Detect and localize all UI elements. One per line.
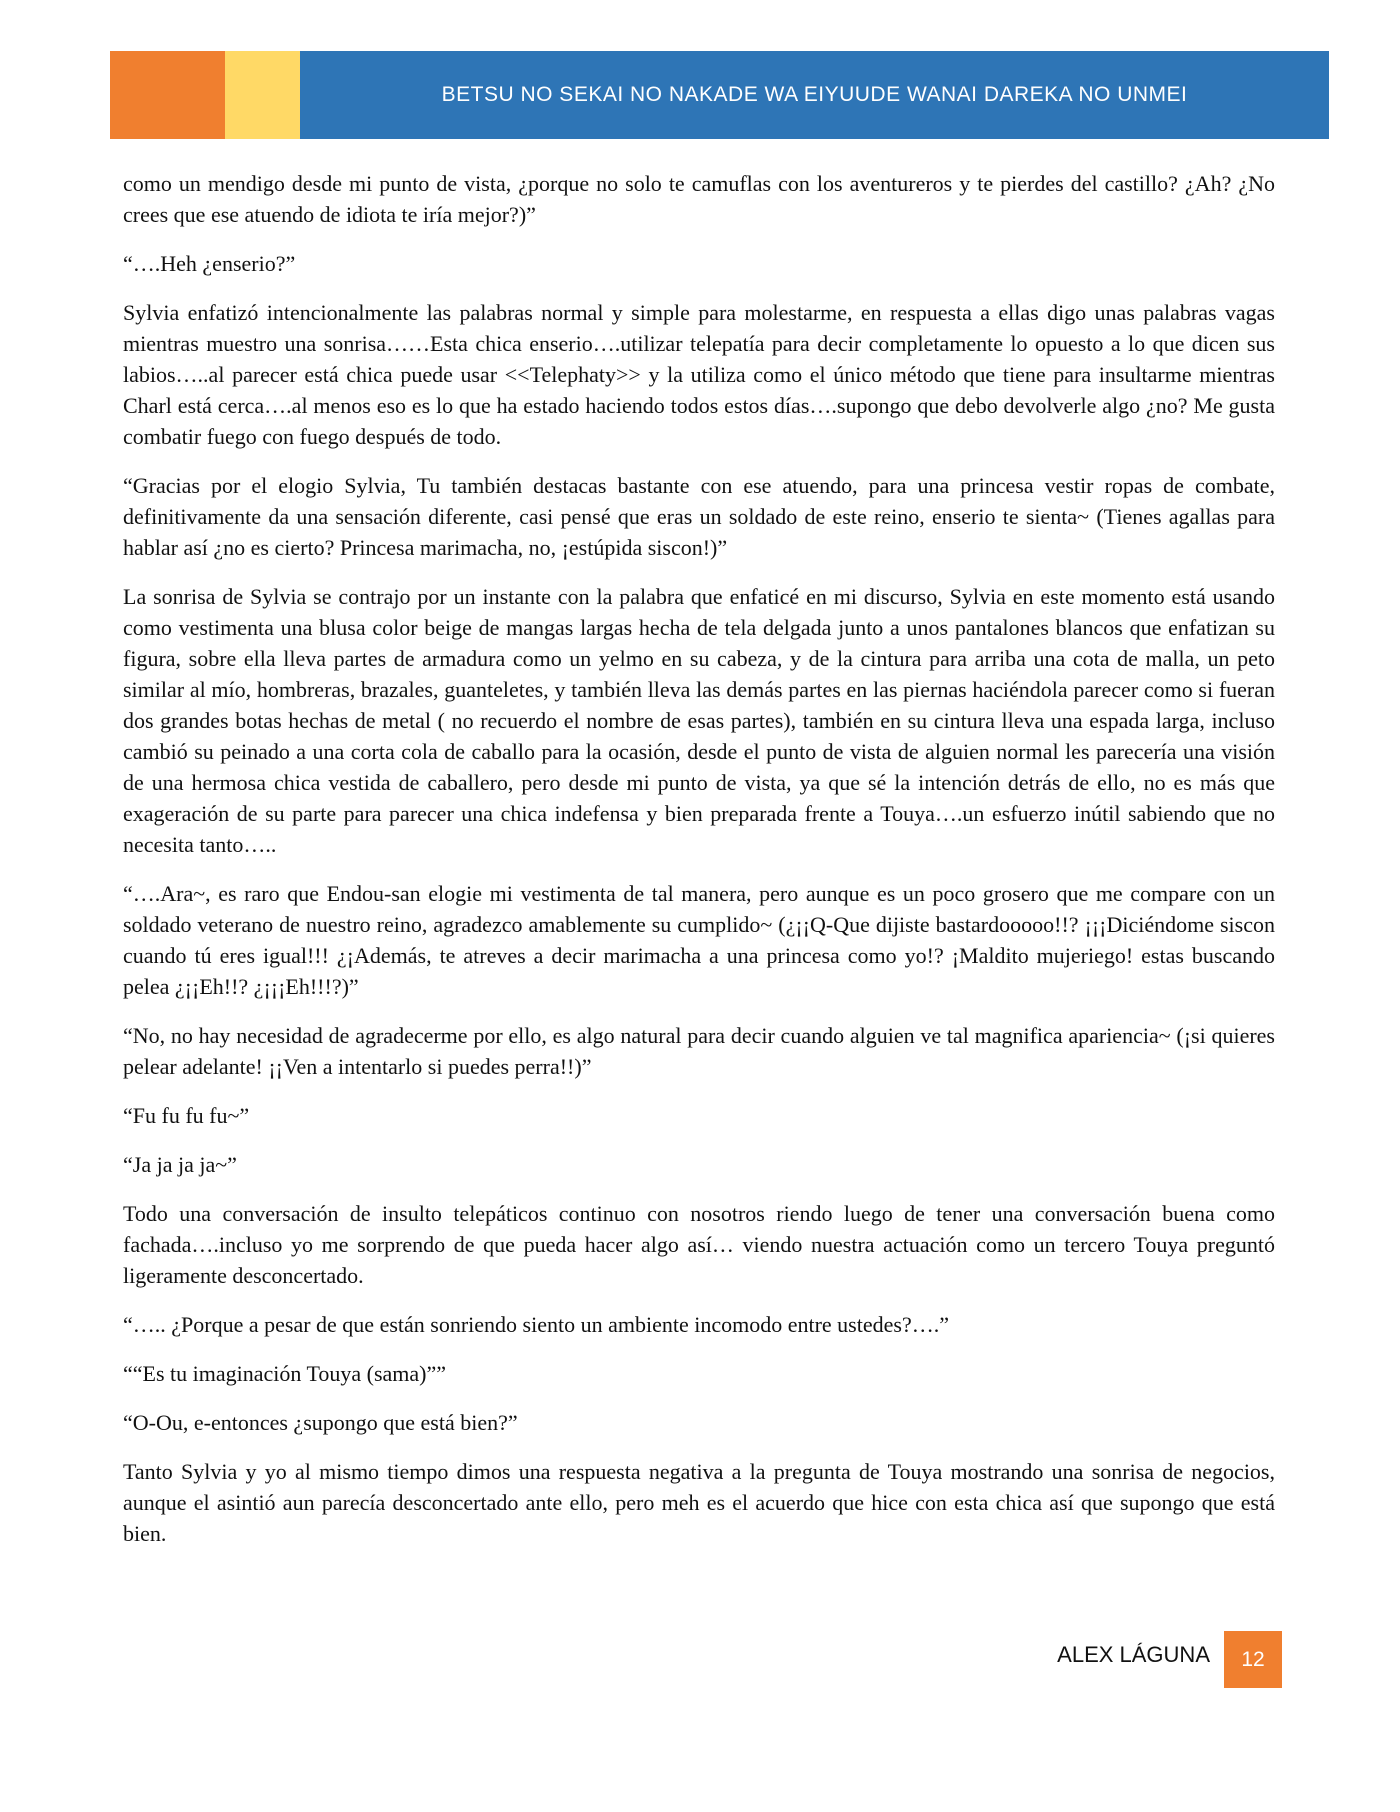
paragraph: como un mendigo desde mi punto de vista, ¿porque no solo te camuflas con los aventureros y te pierdes del castillo? ¿Ah? ¿No crees que ese atuendo de idiota te iría mejor?)” (123, 171, 1275, 227)
paragraph: “….Heh ¿enserio?” (123, 251, 296, 276)
paragraph: “….. ¿Porque a pesar de que están sonriendo siento un ambiente incomodo entre ustedes?….” (123, 1312, 949, 1337)
paragraph: “Fu fu fu fu~” (123, 1103, 250, 1128)
paragraph: “O-Ou, e-entonces ¿supongo que está bien?” (123, 1410, 518, 1435)
paragraph: La sonrisa de Sylvia se contrajo por un instante con la palabra que enfaticé en mi discurso, Sylvia en este momento está usando como vestimenta una blusa color beige de mangas largas hecha de tela delgada junto a unos pantalones blancos que enfatizan su figura, sobre ella lleva partes de armadura como un yelmo en su cabeza, y de la cintura para arriba una cota de malla, un peto similar al mío, hombreras, brazales, guanteletes, y también lleva las demás partes en las piernas haciéndola parecer como si fueran dos grandes botas hechas de metal ( no recuerdo el nombre de esas partes), también en su cintura lleva una espada larga, incluso cambió su peinado a una corta cola de caballo para la ocasión, desde el punto de vista de alguien normal les parecería una visión de una hermosa chica vestida de caballero, pero desde mi punto de vista, ya que sé la intención detrás de ello, no es más que exageración de su parte para parecer una chica indefensa y bien preparada frente a Touya….un esfuerzo inútil sabiendo que no necesita tanto….. (123, 584, 1275, 857)
paragraph: “Gracias por el elogio Sylvia, Tu también destacas bastante con ese atuendo, para una princesa vestir ropas de combate, definitivamente da una sensación diferente, casi pensé que eras un soldado de este reino, enserio te sienta~ (Tienes agallas para hablar así ¿no es cierto? Princesa marimacha, no, ¡estúpida siscon!)” (123, 473, 1275, 560)
paragraph: “Ja ja ja ja~” (123, 1152, 237, 1177)
header-yellow-block (225, 51, 300, 139)
paragraph: “….Ara~, es raro que Endou-san elogie mi vestimenta de tal manera, pero aunque es un poco grosero que me compare con un soldado veterano de nuestro reino, agradezco amablemente su cumplido~ (¿¡¡Q-Que dijiste bastardooooo!!? ¡¡¡Diciéndome siscon cuando tú eres igual!!! ¿¡Además, te atreves a decir marimacha a una princesa como yo!? ¡Maldito mujeriego! estas buscando pelea ¿¡¡Eh!!? ¿¡¡¡Eh!!!?)” (123, 881, 1275, 999)
document-body (123, 168, 1275, 1567)
footer-author: ALEX LÁGUNA (1057, 1642, 1210, 1667)
page-header (110, 51, 1329, 139)
header-orange-block (110, 51, 225, 139)
paragraph: “No, no hay necesidad de agradecerme por ello, es algo natural para decir cuando alguien ve tal magnifica apariencia~ (¡si quieres pelear adelante! ¡¡Ven a intentarlo si puedes perra!!)” (123, 1023, 1275, 1079)
paragraph: Sylvia enfatizó intencionalmente las palabras normal y simple para molestarme, en respuesta a ellas digo unas palabras vagas mientras muestro una sonrisa……Esta chica enserio….utilizar telepatía para decir completamente lo opuesto a lo que dicen sus labios…..al parecer está chica puede usar <<Telephaty>> y la utiliza como el único método que tiene para insultarme mientras Charl está cerca….al menos eso es lo que ha estado haciendo todos estos días….supongo que debo devolverle algo ¿no? Me gusta combatir fuego con fuego después de todo. (123, 300, 1275, 449)
paragraph: ““Es tu imaginación Touya (sama)”” (123, 1361, 447, 1386)
paragraph: Tanto Sylvia y yo al mismo tiempo dimos una respuesta negativa a la pregunta de Touya mostrando una sonrisa de negocios, aunque el asintió aun parecía desconcertado ante ello, pero meh es el acuerdo que hice con esta chica así que supongo que está bien. (123, 1459, 1275, 1546)
header-title: BETSU NO SEKAI NO NAKADE WA EIYUUDE WANAI DAREKA NO UNMEI (300, 51, 1329, 139)
page-number: 12 (1224, 1631, 1282, 1688)
paragraph: Todo una conversación de insulto telepáticos continuo con nosotros riendo luego de tener una conversación buena como fachada….incluso yo me sorprendo de que pueda hacer algo así… viendo nuestra actuación como un tercero Touya preguntó ligeramente desconcertado. (123, 1201, 1275, 1288)
